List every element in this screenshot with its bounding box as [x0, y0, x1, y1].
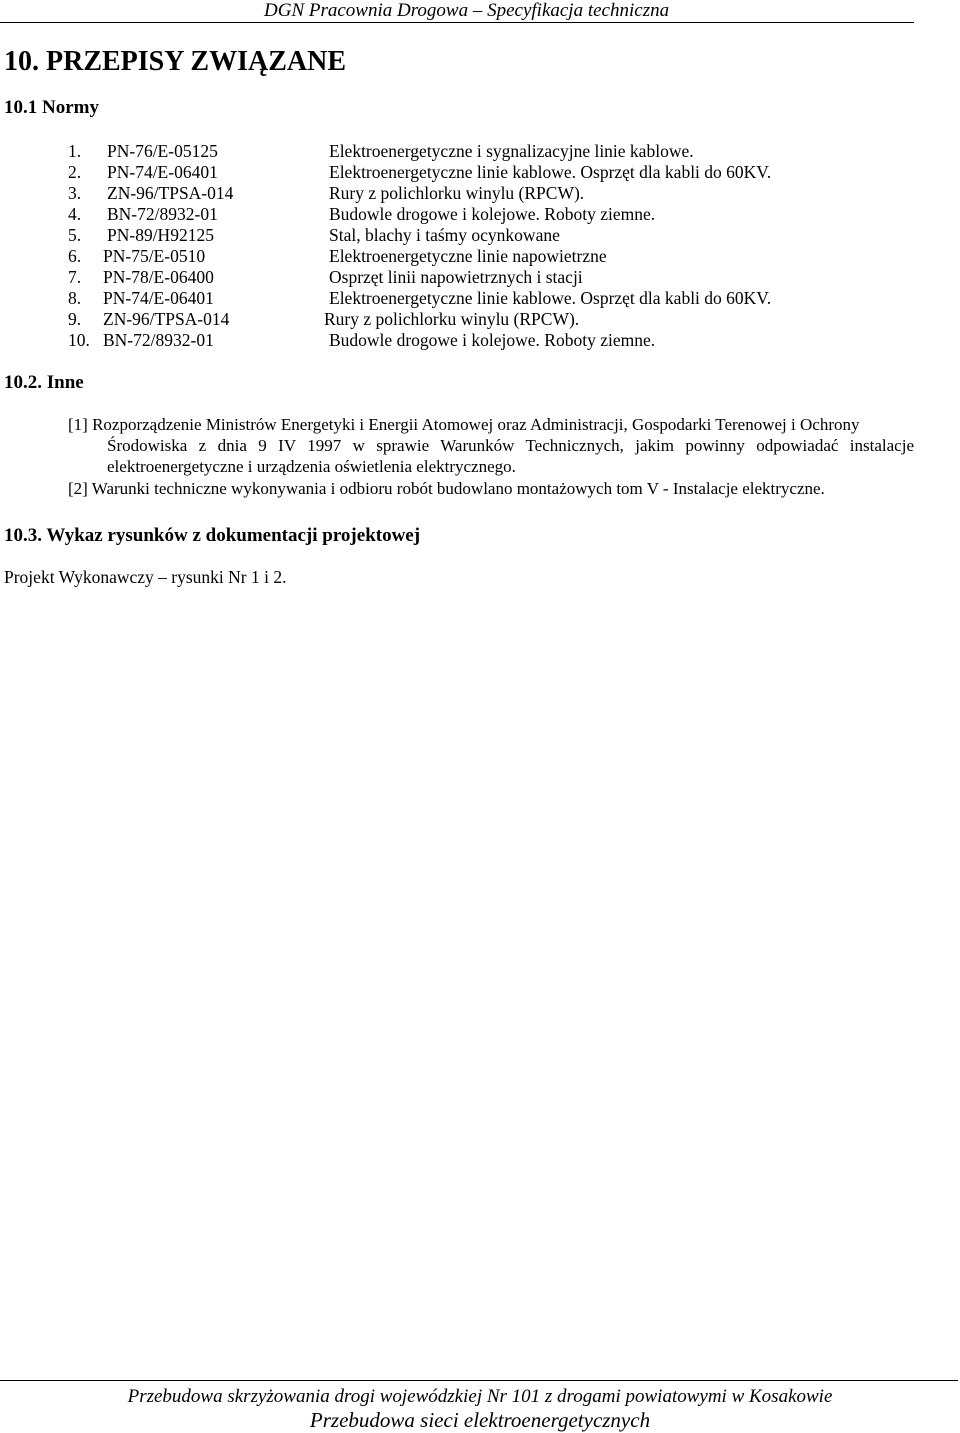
norm-description: Elektroenergetyczne linie napowietrzne	[329, 246, 607, 266]
norm-row	[0, 309, 960, 330]
norm-description: Rury z polichlorku winylu (RPCW).	[329, 183, 585, 203]
norm-row	[0, 204, 960, 225]
norm-row	[0, 288, 960, 309]
reference-1-first-line: [1] Rozporządzenie Ministrów Energetyki i Energii Atomowej oraz Administracji, Gospodarki Terenowej i Ochrony	[68, 415, 860, 434]
norm-row	[0, 267, 960, 288]
norm-description: Stal, blachy i taśmy ocynkowane	[329, 225, 560, 245]
reference-1	[68, 414, 914, 477]
norm-code: BN-72/8932-01	[107, 204, 218, 224]
norm-number: 2.	[68, 162, 82, 182]
footer-line-1: Przebudowa skrzyżowania drogi wojewódzkiej Nr 101 z drogami powiatowymi w Kosakowie	[127, 1386, 833, 1407]
norm-number: 5.	[68, 225, 82, 245]
norm-row	[0, 183, 960, 204]
norm-row	[0, 246, 960, 267]
norm-number: 10.	[68, 330, 90, 350]
norm-number: 8.	[68, 288, 82, 308]
norm-description: Elektroenergetyczne linie kablowe. Osprzęt dla kabli do 60KV.	[329, 288, 772, 308]
norm-row	[0, 162, 960, 183]
reference-1-rest: Środowiska z dnia 9 IV 1997 w sprawie Warunków Technicznych, jakim powinny odpowiadać instalacje elektroenergetyczne i urządzenia oświetlenia elektrycznego.	[107, 436, 914, 476]
norm-row	[0, 225, 960, 246]
norm-code: PN-89/H92125	[107, 225, 214, 245]
norm-code: BN-72/8932-01	[103, 330, 214, 350]
norm-number: 7.	[68, 267, 82, 287]
header-rule	[0, 22, 914, 23]
norm-number: 9.	[68, 309, 82, 329]
norm-description: Elektroenergetyczne linie kablowe. Osprzęt dla kabli do 60KV.	[329, 162, 772, 182]
norm-description: Budowle drogowe i kolejowe. Roboty ziemne.	[329, 330, 656, 350]
norm-row	[0, 330, 960, 351]
inne-heading: 10.2. Inne	[4, 372, 84, 393]
section-title: 10. PRZEPISY ZWIĄZANE	[4, 46, 347, 77]
norm-number: 1.	[68, 141, 82, 161]
norm-code: PN-75/E-0510	[103, 246, 206, 266]
normy-heading: 10.1 Normy	[4, 97, 99, 118]
norm-row	[0, 141, 960, 162]
norm-code: PN-74/E-06401	[107, 162, 218, 182]
norm-code: ZN-96/TPSA-014	[107, 183, 234, 203]
norm-code: PN-74/E-06401	[103, 288, 214, 308]
footer-rule	[0, 1380, 958, 1381]
norm-number: 3.	[68, 183, 82, 203]
rysunki-heading: 10.3. Wykaz rysunków z dokumentacji projektowej	[4, 525, 421, 546]
norm-number: 4.	[68, 204, 82, 224]
norm-number: 6.	[68, 246, 82, 266]
norm-description: Rury z polichlorku winylu (RPCW).	[324, 309, 580, 329]
norm-code: ZN-96/TPSA-014	[103, 309, 230, 329]
norm-description: Budowle drogowe i kolejowe. Roboty ziemne.	[329, 204, 656, 224]
norm-description: Elektroenergetyczne i sygnalizacyjne linie kablowe.	[329, 141, 694, 161]
footer-line-2: Przebudowa sieci elektroenergetycznych	[309, 1408, 651, 1432]
page-header-title: DGN Pracownia Drogowa – Specyfikacja techniczna	[264, 0, 670, 21]
reference-2: [2] Warunki techniczne wykonywania i odbioru robót budowlano montażowych tom V - Instalacje elektryczne.	[68, 479, 825, 498]
rysunki-text: Projekt Wykonawczy – rysunki Nr 1 i 2.	[4, 567, 287, 587]
norm-code: PN-78/E-06400	[103, 267, 214, 287]
norm-description: Osprzęt linii napowietrznych i stacji	[329, 267, 583, 287]
norm-code: PN-76/E-05125	[107, 141, 218, 161]
